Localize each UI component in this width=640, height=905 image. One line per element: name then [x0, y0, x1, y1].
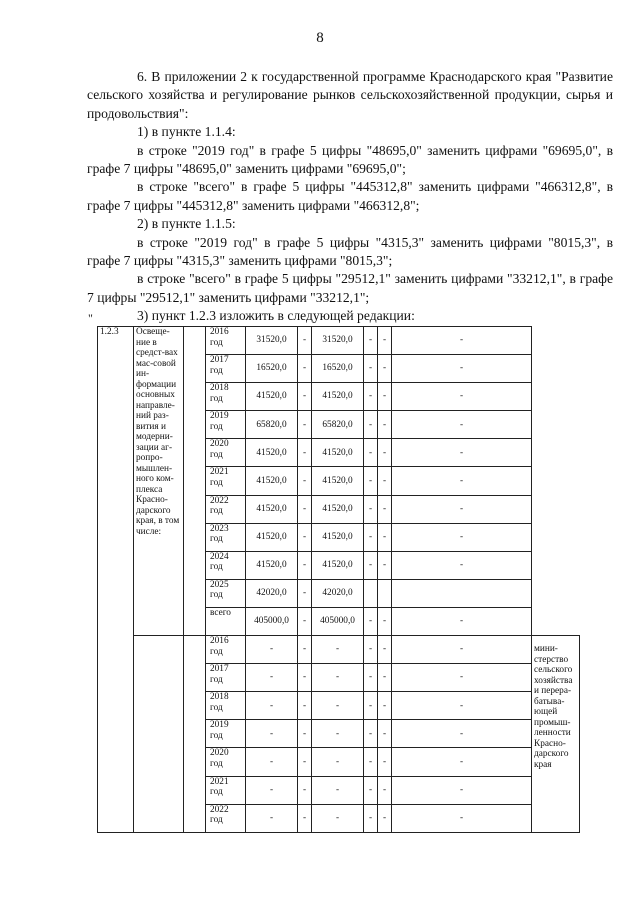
total-cell: - [246, 636, 298, 664]
local-cell: - [364, 495, 378, 523]
total-cell: 41520,0 [246, 523, 298, 551]
regional-cell: - [312, 692, 364, 720]
other-cell: - [378, 720, 392, 748]
year-cell: 2017 год [206, 355, 246, 383]
federal-cell: - [298, 551, 312, 579]
local-cell: - [364, 383, 378, 411]
federal-cell: - [298, 776, 312, 804]
local-cell: - [364, 804, 378, 832]
regional-cell: 405000,0 [312, 607, 364, 635]
result-cell: - [392, 495, 532, 523]
result-cell: - [392, 327, 532, 355]
paragraph-2-1: в строке "2019 год" в графе 5 цифры "4315,3" заменить цифрами "8015,3", в графе 7 цифры "4315,3" заменить цифрами "8015,3"; [87, 234, 613, 269]
local-cell: - [364, 467, 378, 495]
year-cell: 2019 год [206, 411, 246, 439]
year-cell: 2021 год [206, 776, 246, 804]
other-cell: - [378, 467, 392, 495]
year-cell: 2025 год [206, 579, 246, 607]
total-cell: 41520,0 [246, 551, 298, 579]
regional-cell: - [312, 776, 364, 804]
total-cell: 16520,0 [246, 355, 298, 383]
result-cell: - [392, 720, 532, 748]
total-cell: 405000,0 [246, 607, 298, 635]
document-body [87, 68, 613, 326]
regional-cell: - [312, 748, 364, 776]
result-cell: - [392, 383, 532, 411]
paragraph-item-1: 1) в пункте 1.1.4: [137, 124, 236, 140]
other-cell: - [378, 664, 392, 692]
local-cell [364, 579, 378, 607]
total-cell: - [246, 776, 298, 804]
program-table [97, 326, 580, 833]
federal-cell: - [298, 327, 312, 355]
regional-cell: - [312, 720, 364, 748]
local-cell: - [364, 327, 378, 355]
regional-cell: - [312, 636, 364, 664]
total-cell: - [246, 748, 298, 776]
year-cell: 2018 год [206, 383, 246, 411]
table-row [98, 327, 580, 355]
year-cell: 2017 год [206, 664, 246, 692]
result-cell: - [392, 776, 532, 804]
year-cell: 2020 год [206, 439, 246, 467]
local-cell: - [364, 748, 378, 776]
regional-cell: 41520,0 [312, 495, 364, 523]
federal-cell: - [298, 748, 312, 776]
empty-cell [134, 636, 184, 833]
result-cell: - [392, 804, 532, 832]
regional-cell: 31520,0 [312, 327, 364, 355]
responsible-cell: мини-стерство сельского хозяйства и перера-батыва-ющей промыш-ленности Красно-дарского края [532, 636, 580, 833]
local-cell: - [364, 720, 378, 748]
federal-cell: - [298, 523, 312, 551]
total-cell: 41520,0 [246, 467, 298, 495]
local-cell: - [364, 607, 378, 635]
result-cell: - [392, 748, 532, 776]
year-cell: 2016 год [206, 327, 246, 355]
federal-cell: - [298, 692, 312, 720]
other-cell: - [378, 355, 392, 383]
regional-cell: - [312, 664, 364, 692]
year-cell: 2022 год [206, 495, 246, 523]
regional-cell: 42020,0 [312, 579, 364, 607]
result-cell: - [392, 551, 532, 579]
paragraph-1-1: в строке "2019 год" в графе 5 цифры "48695,0" заменить цифрами "69695,0", в графе 7 цифры "48695,0" заменить цифрами "69695,0"; [87, 142, 613, 177]
total-cell: 31520,0 [246, 327, 298, 355]
year-cell: 2016 год [206, 636, 246, 664]
year-cell: 2022 год [206, 804, 246, 832]
other-cell: - [378, 692, 392, 720]
local-cell: - [364, 636, 378, 664]
empty-cell [532, 327, 580, 636]
other-cell: - [378, 439, 392, 467]
regional-cell: 41520,0 [312, 467, 364, 495]
page-number: 8 [316, 30, 324, 46]
paragraph-intro: 6. В приложении 2 к государственной программе Краснодарского края "Развитие сельского хозяйства и регулирование рынков сельскохозяйственной продукции, сырья и продовольствия": [87, 69, 613, 121]
paragraph-2-2: в строке "всего" в графе 5 цифры "29512,1" заменить цифрами "33212,1", в графе 7 цифры "29512,1" заменить цифрами "33212,1"; [87, 271, 613, 305]
paragraph-item-2: 2) в пункте 1.1.5: [137, 216, 236, 232]
result-cell: - [392, 607, 532, 635]
total-cell: 42020,0 [246, 579, 298, 607]
federal-cell: - [298, 579, 312, 607]
total-cell: 41520,0 [246, 439, 298, 467]
other-cell: - [378, 495, 392, 523]
federal-cell: - [298, 439, 312, 467]
other-cell: - [378, 804, 392, 832]
result-cell: - [392, 692, 532, 720]
other-cell: - [378, 607, 392, 635]
federal-cell: - [298, 720, 312, 748]
result-cell: - [392, 664, 532, 692]
federal-cell: - [298, 607, 312, 635]
result-cell: - [392, 523, 532, 551]
other-cell: - [378, 551, 392, 579]
paragraph-1-2: в строке "всего" в графе 5 цифры "445312,8" заменить цифрами "466312,8", в графе 7 цифры "445312,8" заменить цифрами "466312,8"; [87, 179, 613, 213]
other-cell: - [378, 748, 392, 776]
result-cell: - [392, 467, 532, 495]
result-cell: - [392, 411, 532, 439]
result-cell: - [392, 636, 532, 664]
regional-cell: 65820,0 [312, 411, 364, 439]
other-cell: - [378, 523, 392, 551]
local-cell: - [364, 664, 378, 692]
local-cell: - [364, 692, 378, 720]
local-cell: - [364, 355, 378, 383]
opening-quote: " [88, 311, 93, 325]
item-number-cell: 1.2.3 [98, 327, 134, 833]
local-cell: - [364, 776, 378, 804]
federal-cell: - [298, 495, 312, 523]
total-cell: 41520,0 [246, 383, 298, 411]
federal-cell: - [298, 411, 312, 439]
other-cell [378, 579, 392, 607]
regional-cell: 41520,0 [312, 383, 364, 411]
other-cell: - [378, 776, 392, 804]
other-cell: - [378, 383, 392, 411]
local-cell: - [364, 523, 378, 551]
result-cell [392, 579, 532, 607]
federal-cell: - [298, 383, 312, 411]
regional-cell: 41520,0 [312, 523, 364, 551]
year-cell: 2023 год [206, 523, 246, 551]
other-cell: - [378, 636, 392, 664]
federal-cell: - [298, 664, 312, 692]
year-cell: всего [206, 607, 246, 635]
result-cell: - [392, 355, 532, 383]
item-text-cell: Освеще-ние в средст-вах мас-совой ин-формации основных направле-ний раз-вития и модерни-зации аг-ропро-мышлен-ного ком-плекса Красно-дарского края, в том числе: [134, 327, 184, 636]
federal-cell: - [298, 467, 312, 495]
local-cell: - [364, 411, 378, 439]
year-cell: 2024 год [206, 551, 246, 579]
total-cell: 65820,0 [246, 411, 298, 439]
regional-cell: - [312, 804, 364, 832]
regional-cell: 41520,0 [312, 551, 364, 579]
result-cell: - [392, 439, 532, 467]
federal-cell: - [298, 636, 312, 664]
year-cell: 2019 год [206, 720, 246, 748]
regional-cell: 16520,0 [312, 355, 364, 383]
other-cell: - [378, 327, 392, 355]
federal-cell: - [298, 804, 312, 832]
year-cell: 2021 год [206, 467, 246, 495]
table-row [98, 636, 580, 664]
local-cell: - [364, 439, 378, 467]
total-cell: 41520,0 [246, 495, 298, 523]
year-cell: 2018 год [206, 692, 246, 720]
regional-cell: 41520,0 [312, 439, 364, 467]
year-cell: 2020 год [206, 748, 246, 776]
empty-cell [184, 636, 206, 833]
local-cell: - [364, 551, 378, 579]
total-cell: - [246, 692, 298, 720]
total-cell: - [246, 720, 298, 748]
total-cell: - [246, 664, 298, 692]
federal-cell: - [298, 355, 312, 383]
other-cell: - [378, 411, 392, 439]
total-cell: - [246, 804, 298, 832]
paragraph-item-3: 3) пункт 1.2.3 изложить в следующей редакции: [137, 308, 415, 324]
empty-cell [184, 327, 206, 636]
